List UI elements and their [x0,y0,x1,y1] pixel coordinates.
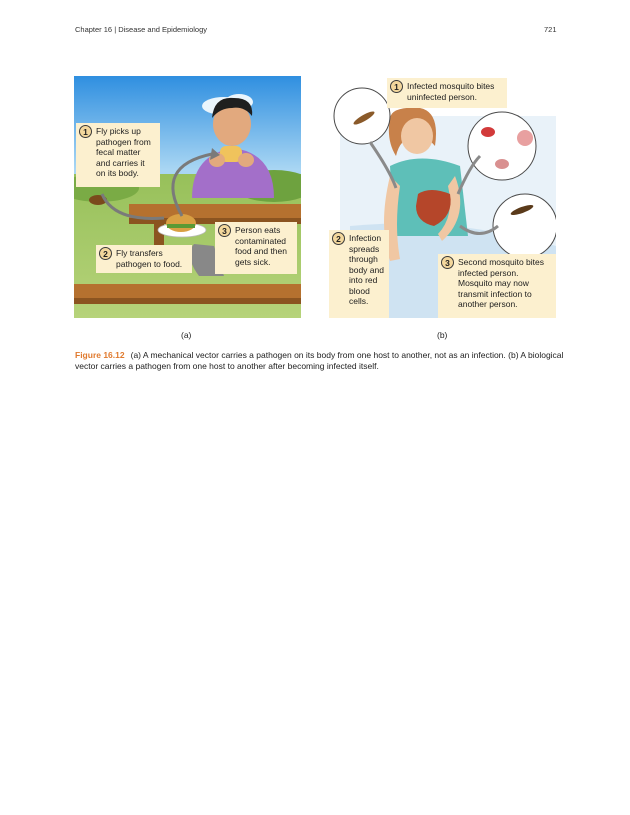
figure-caption-text: (a) A mechanical vector carries a pathogen on its body from one host to another, not as an infection. (b) A biological vector carries a pathogen from one host to another after becoming infected itself. [75,350,564,371]
figure-caption [75,350,565,372]
panel-b-letter: (b) [437,330,448,340]
step-1-label-a [76,123,160,187]
step-2-label-a [96,245,192,273]
running-header-chapter: Chapter 16 | Disease and Epidemiology [75,25,208,34]
step-number-badge: 1 [390,80,403,93]
step-2-text-b: Infection spreads through body and into red blood cells. [349,233,384,306]
step-number-badge: 3 [441,256,454,269]
mechanical-vector-illustration [74,76,301,318]
step-3-text-b: Second mosquito bites infected person. Mosquito may now transmit infection to another person. [458,257,544,309]
step-2-label-b [329,230,389,318]
step-number-badge: 2 [99,247,112,260]
woman-head-icon [401,118,433,154]
step-1-label-b [387,78,507,108]
panel-a-letter: (a) [181,330,192,340]
figure-panel-a [74,76,301,318]
running-header-page-number: 721 [544,25,557,34]
second-mosquito-inset-icon [493,194,556,258]
step-number-badge: 1 [79,125,92,138]
step-2-text-a: Fly transfers pathogen to food. [116,248,183,269]
step-3-label-a [215,222,297,274]
figure-number: Figure 16.12 [75,350,125,360]
step-number-badge: 2 [332,232,345,245]
step-1-text-b: Infected mosquito bites uninfected person. [407,81,495,102]
burger-icon [166,214,196,232]
step-3-label-b [438,254,556,318]
blood-cell-cycle-inset-icon [468,112,536,180]
step-1-text-a: Fly picks up pathogen from fecal matter and carries it on its body. [96,126,151,178]
picnic-table-icon [129,204,301,218]
step-3-text-a: Person eats contaminated food and then gets sick. [235,225,287,267]
step-number-badge: 3 [218,224,231,237]
figure-panel-b [330,76,556,318]
